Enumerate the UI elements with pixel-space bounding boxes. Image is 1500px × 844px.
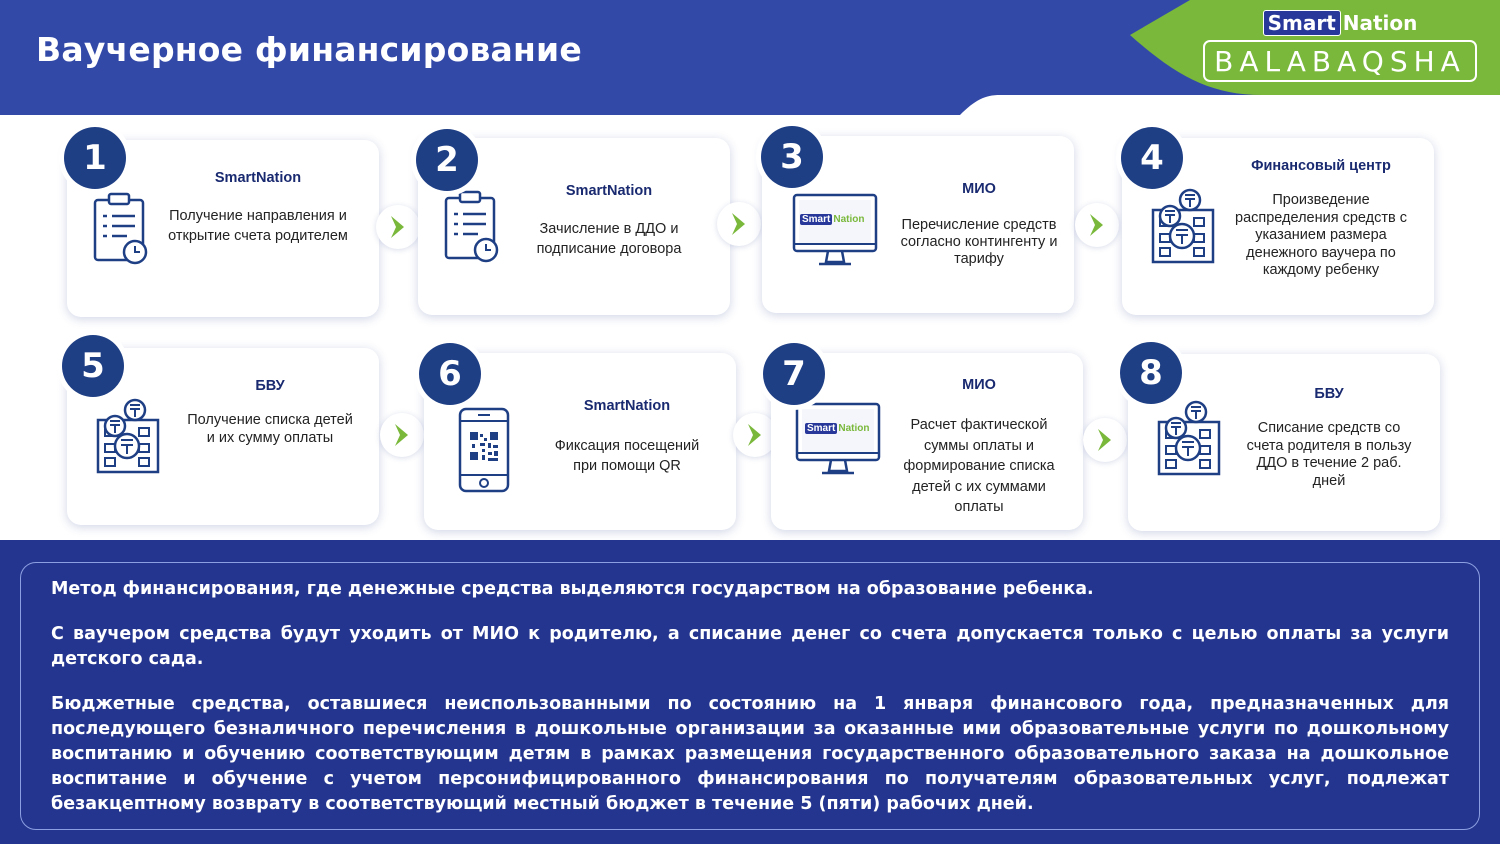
info-paragraph-2: С ваучером средства будут уходить от МИО к родителю, а списание денег со счета допускается только с целью оплаты за услуги детского сада. bbox=[51, 624, 1449, 669]
step-text-block bbox=[167, 170, 349, 246]
tenge-building-icon bbox=[1150, 188, 1216, 266]
clipboard-clock-icon bbox=[442, 188, 502, 266]
step-description: Зачисление в ДДО и подписание договора bbox=[536, 221, 682, 257]
step-number-badge: 1 bbox=[64, 127, 126, 189]
step-text-block bbox=[518, 183, 700, 259]
step-description: Произведение распределения средств с указанием размера денежного ваучера по каждому ребенку bbox=[1235, 192, 1407, 278]
screen-logo-nation: Nation bbox=[833, 214, 865, 225]
step-description: Перечисление средств согласно контингенту и тарифу bbox=[900, 217, 1058, 267]
tenge-building-icon bbox=[95, 398, 161, 476]
step-number-badge: 2 bbox=[416, 129, 478, 191]
chevron-right-icon bbox=[1075, 203, 1119, 247]
chevron-right-icon bbox=[1083, 418, 1127, 462]
step-heading: БВУ bbox=[1314, 386, 1344, 402]
step-number-badge: 5 bbox=[62, 335, 124, 397]
step-description: Фиксация посещений при помощи QR bbox=[554, 438, 700, 474]
logo-balabaqsha-text: BALABAQSHA bbox=[1203, 40, 1477, 82]
step-description: Получение списка детей и их сумму оплаты bbox=[187, 412, 353, 446]
logo-nation-text: Nation bbox=[1342, 11, 1418, 35]
screen-logo bbox=[805, 423, 869, 434]
step-heading: МИО bbox=[962, 181, 996, 197]
step-number-badge: 6 bbox=[419, 343, 481, 405]
step-number-badge: 7 bbox=[763, 343, 825, 405]
smartnation-balabaqsha-logo bbox=[1203, 10, 1477, 82]
step-text-block bbox=[185, 378, 355, 447]
info-panel bbox=[0, 540, 1500, 844]
step-text-block bbox=[1240, 386, 1418, 490]
step-heading: SmartNation bbox=[565, 183, 653, 199]
step-heading: SmartNation bbox=[214, 170, 302, 186]
step-number-badge: 4 bbox=[1121, 127, 1183, 189]
step-text-block bbox=[892, 181, 1066, 268]
monitor-icon bbox=[792, 192, 878, 272]
chevron-right-icon bbox=[380, 413, 424, 457]
info-box bbox=[20, 562, 1480, 830]
info-paragraph-1: Метод финансирования, где денежные средства выделяются государством на образование ребенка. bbox=[51, 579, 1094, 599]
screen-logo-smart: Smart bbox=[802, 214, 831, 225]
screen-logo-nation: Nation bbox=[838, 423, 870, 434]
step-description: Списание средств со счета родителя в пользу ДДО в течение 2 раб. дней bbox=[1246, 420, 1412, 489]
step-text-block bbox=[1228, 158, 1414, 280]
step-number-badge: 3 bbox=[761, 126, 823, 188]
phone-qr-icon bbox=[458, 407, 510, 493]
page-title: Ваучерное финансирование bbox=[36, 30, 582, 69]
screen-logo bbox=[800, 214, 864, 225]
step-heading: МИО bbox=[962, 377, 996, 393]
step-description: Получение направления и открытие счета родителем bbox=[168, 208, 348, 244]
step-description: Расчет фактической суммы оплаты и формирование списка детей с их суммами оплаты bbox=[903, 417, 1055, 515]
screen-logo-smart: Smart bbox=[807, 423, 836, 434]
logo-smart-text: Smart bbox=[1263, 10, 1341, 36]
chevron-right-icon bbox=[717, 202, 761, 246]
step-text-block bbox=[895, 377, 1063, 518]
info-paragraph-3: Бюджетные средства, оставшиеся неиспользованными по состоянию на 1 января финансового года, предназначенных для последующего безналичного перечисления в дошкольные организации за оказанные ими образовательные услуги по дошкольному воспитанию и обучению соответствующим детям в рамках размещения государственного образовательного заказа на дошкольное воспитание и обучение с учетом персонифицированного финансирования по получателям образовательных услуг, подлежат безакцептному возврату в соответствующий местный бюджет в течение 5 (пяти) рабочих дней. bbox=[51, 694, 1449, 814]
step-heading: БВУ bbox=[255, 378, 285, 394]
step-number-badge: 8 bbox=[1120, 342, 1182, 404]
chevron-right-icon bbox=[376, 205, 420, 249]
step-heading: SmartNation bbox=[583, 398, 671, 414]
tenge-building-icon bbox=[1156, 400, 1222, 478]
step-text-block bbox=[542, 398, 712, 476]
step-heading: Финансовый центр bbox=[1251, 158, 1391, 174]
clipboard-clock-icon bbox=[91, 190, 151, 268]
monitor-icon bbox=[795, 401, 881, 481]
